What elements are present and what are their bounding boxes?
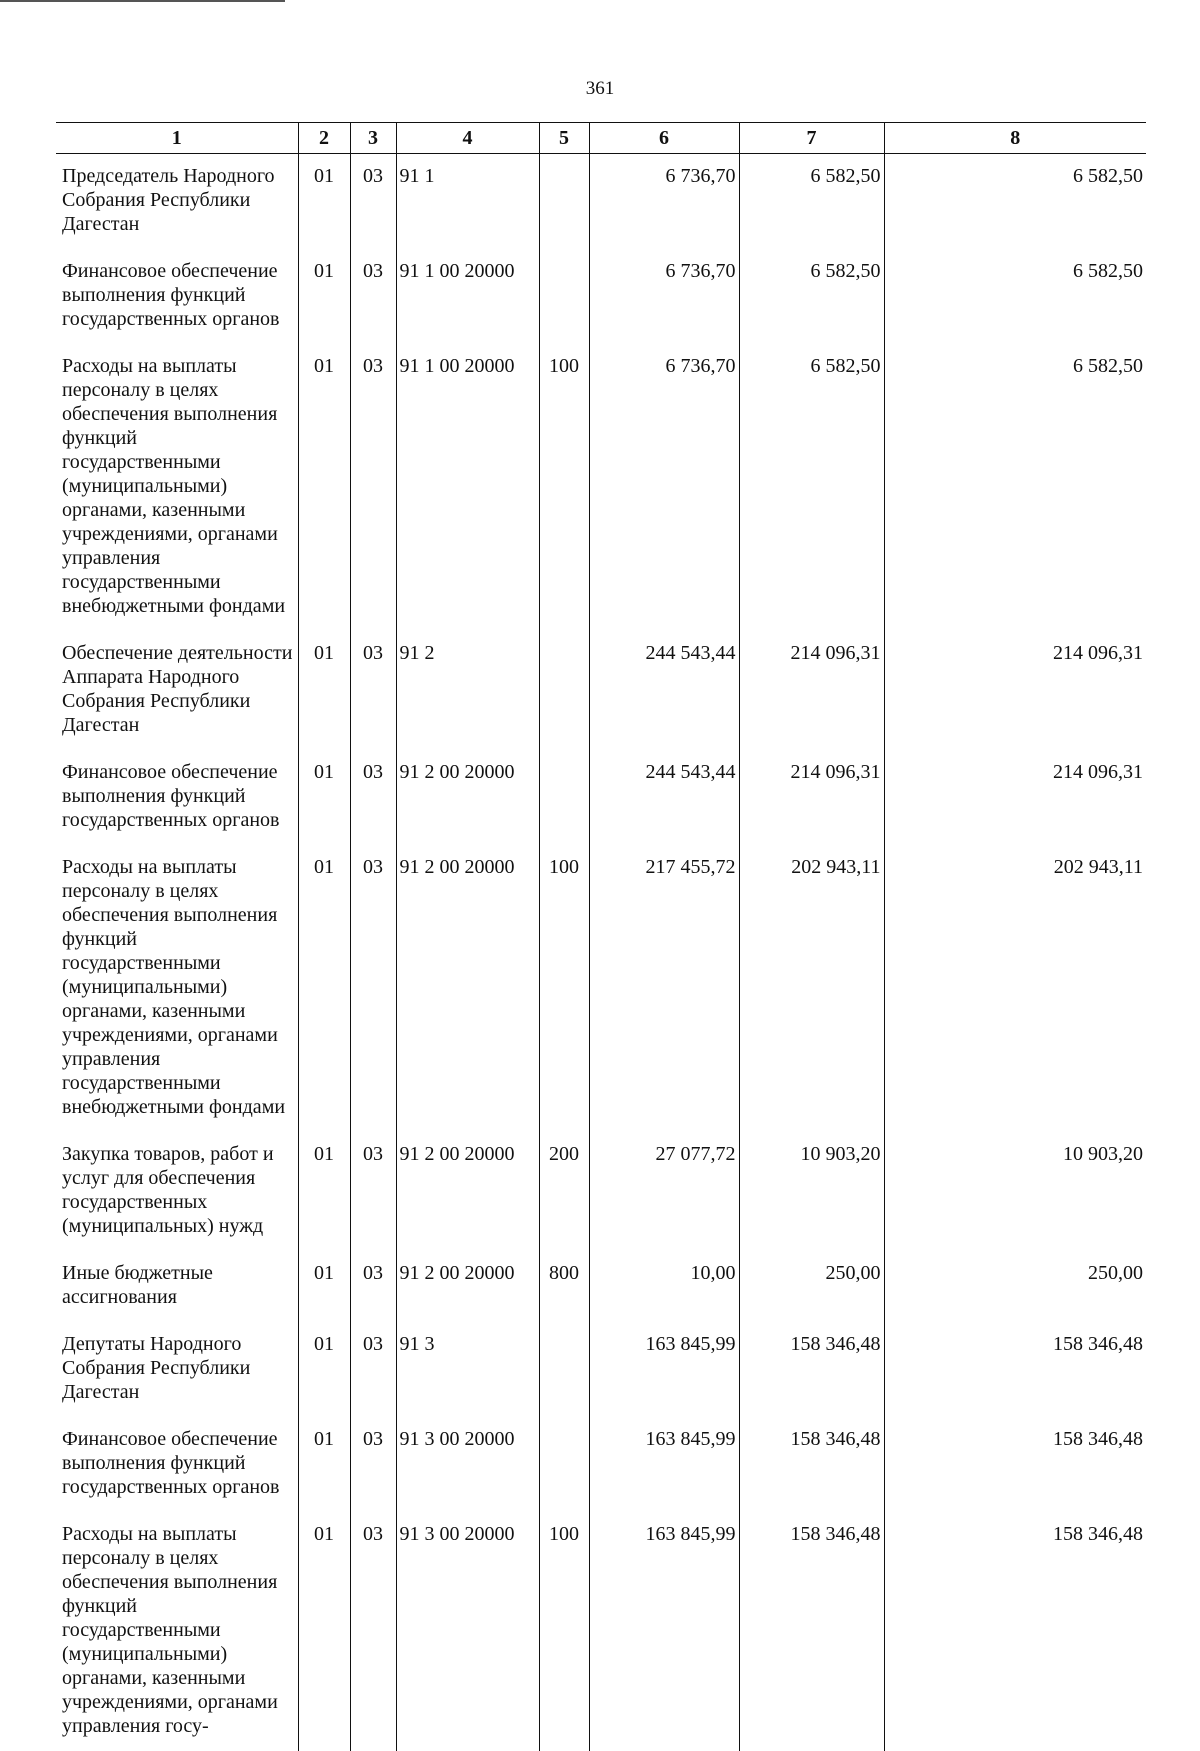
subsection-code-cell: 03 <box>350 845 396 1132</box>
subsection-code-cell: 03 <box>350 249 396 344</box>
subsection-code-cell: 03 <box>350 631 396 750</box>
amount-col7-cell: 6 582,50 <box>739 249 884 344</box>
table-row <box>56 631 1146 750</box>
amount-col6-cell: 163 845,99 <box>589 1417 739 1512</box>
amount-col6-cell: 6 736,70 <box>589 154 739 250</box>
column-header-8: 8 <box>884 123 1146 154</box>
target-article-cell: 91 2 00 20000 <box>396 1132 539 1251</box>
amount-col7-cell: 158 346,48 <box>739 1417 884 1512</box>
section-code-cell: 01 <box>298 1322 350 1417</box>
target-article-cell: 91 2 <box>396 631 539 750</box>
column-header-4: 4 <box>396 123 539 154</box>
target-article-cell: 91 1 00 20000 <box>396 249 539 344</box>
column-header-3: 3 <box>350 123 396 154</box>
expense-type-cell: 100 <box>539 344 589 631</box>
amount-col8-cell: 10 903,20 <box>884 1132 1146 1251</box>
amount-col6-cell: 10,00 <box>589 1251 739 1322</box>
amount-col7-cell: 250,00 <box>739 1251 884 1322</box>
expense-name-cell: Финансовое обеспечение выполнения функций государственных органов <box>56 1417 298 1512</box>
subsection-code-cell: 03 <box>350 1417 396 1512</box>
column-header-7: 7 <box>739 123 884 154</box>
target-article-cell: 91 2 00 20000 <box>396 1251 539 1322</box>
page-number: 361 <box>0 78 1200 100</box>
subsection-code-cell: 03 <box>350 154 396 250</box>
expense-type-cell <box>539 1417 589 1512</box>
expense-type-cell: 200 <box>539 1132 589 1251</box>
table-body <box>56 154 1146 1751</box>
amount-col8-cell: 202 943,11 <box>884 845 1146 1132</box>
expense-name-cell: Председатель Народного Собрания Республики Дагестан <box>56 154 298 250</box>
expense-name-cell: Финансовое обеспечение выполнения функций государственных органов <box>56 750 298 845</box>
amount-col7-cell: 10 903,20 <box>739 1132 884 1251</box>
header-row <box>56 123 1146 154</box>
expense-type-cell: 100 <box>539 845 589 1132</box>
table-row <box>56 1512 1146 1751</box>
subsection-code-cell: 03 <box>350 1132 396 1251</box>
section-code-cell: 01 <box>298 1251 350 1322</box>
amount-col8-cell: 158 346,48 <box>884 1322 1146 1417</box>
expense-type-cell <box>539 154 589 250</box>
subsection-code-cell: 03 <box>350 1512 396 1751</box>
amount-col6-cell: 244 543,44 <box>589 750 739 845</box>
target-article-cell: 91 3 <box>396 1322 539 1417</box>
target-article-cell: 91 1 00 20000 <box>396 344 539 631</box>
amount-col8-cell: 214 096,31 <box>884 750 1146 845</box>
amount-col7-cell: 6 582,50 <box>739 344 884 631</box>
target-article-cell: 91 3 00 20000 <box>396 1417 539 1512</box>
amount-col6-cell: 27 077,72 <box>589 1132 739 1251</box>
amount-col6-cell: 244 543,44 <box>589 631 739 750</box>
section-code-cell: 01 <box>298 1132 350 1251</box>
amount-col6-cell: 217 455,72 <box>589 845 739 1132</box>
table-row <box>56 750 1146 845</box>
section-code-cell: 01 <box>298 750 350 845</box>
section-code-cell: 01 <box>298 154 350 250</box>
table-row <box>56 845 1146 1132</box>
column-header-1: 1 <box>56 123 298 154</box>
expense-name-cell: Обеспечение деятельности Аппарата Народного Собрания Республики Дагестан <box>56 631 298 750</box>
table-row <box>56 154 1146 250</box>
amount-col8-cell: 6 582,50 <box>884 154 1146 250</box>
table-row <box>56 1132 1146 1251</box>
expense-name-cell: Иные бюджетные ассигнования <box>56 1251 298 1322</box>
amount-col6-cell: 163 845,99 <box>589 1512 739 1751</box>
subsection-code-cell: 03 <box>350 1251 396 1322</box>
column-header-5: 5 <box>539 123 589 154</box>
section-code-cell: 01 <box>298 344 350 631</box>
amount-col8-cell: 158 346,48 <box>884 1417 1146 1512</box>
table-row <box>56 344 1146 631</box>
expense-type-cell: 100 <box>539 1512 589 1751</box>
top-rule <box>0 0 285 2</box>
column-header-6: 6 <box>589 123 739 154</box>
table-row <box>56 249 1146 344</box>
amount-col8-cell: 158 346,48 <box>884 1512 1146 1751</box>
section-code-cell: 01 <box>298 1417 350 1512</box>
expense-type-cell <box>539 249 589 344</box>
section-code-cell: 01 <box>298 631 350 750</box>
expense-type-cell <box>539 1322 589 1417</box>
expense-name-cell: Расходы на выплаты персоналу в целях обеспечения выполнения функций государственными (муниципальными) органами, казенными учреждениями, органами управления государственными внебюджетными фондами <box>56 845 298 1132</box>
expense-name-cell: Депутаты Народного Собрания Республики Дагестан <box>56 1322 298 1417</box>
amount-col7-cell: 6 582,50 <box>739 154 884 250</box>
amount-col6-cell: 6 736,70 <box>589 344 739 631</box>
amount-col7-cell: 202 943,11 <box>739 845 884 1132</box>
amount-col8-cell: 214 096,31 <box>884 631 1146 750</box>
amount-col6-cell: 6 736,70 <box>589 249 739 344</box>
section-code-cell: 01 <box>298 249 350 344</box>
section-code-cell: 01 <box>298 1512 350 1751</box>
amount-col6-cell: 163 845,99 <box>589 1322 739 1417</box>
amount-col8-cell: 250,00 <box>884 1251 1146 1322</box>
expense-type-cell <box>539 750 589 845</box>
target-article-cell: 91 1 <box>396 154 539 250</box>
subsection-code-cell: 03 <box>350 1322 396 1417</box>
expense-name-cell: Закупка товаров, работ и услуг для обеспечения государственных (муниципальных) нужд <box>56 1132 298 1251</box>
expense-type-cell: 800 <box>539 1251 589 1322</box>
expense-name-cell: Расходы на выплаты персоналу в целях обеспечения выполнения функций государственными (муниципальными) органами, казенными учреждениями, органами управления государственными внебюджетными фондами <box>56 344 298 631</box>
amount-col7-cell: 214 096,31 <box>739 750 884 845</box>
amount-col7-cell: 158 346,48 <box>739 1512 884 1751</box>
subsection-code-cell: 03 <box>350 750 396 845</box>
table-row <box>56 1251 1146 1322</box>
section-code-cell: 01 <box>298 845 350 1132</box>
table-row <box>56 1417 1146 1512</box>
amount-col8-cell: 6 582,50 <box>884 249 1146 344</box>
expense-type-cell <box>539 631 589 750</box>
expense-name-cell: Финансовое обеспечение выполнения функций государственных органов <box>56 249 298 344</box>
table-row <box>56 1322 1146 1417</box>
column-header-2: 2 <box>298 123 350 154</box>
amount-col7-cell: 158 346,48 <box>739 1322 884 1417</box>
amount-col7-cell: 214 096,31 <box>739 631 884 750</box>
amount-col8-cell: 6 582,50 <box>884 344 1146 631</box>
expense-name-cell: Расходы на выплаты персоналу в целях обеспечения выполнения функций государственными (муниципальными) органами, казенными учреждениями, органами управления госу- <box>56 1512 298 1751</box>
budget-table <box>56 122 1146 1751</box>
target-article-cell: 91 2 00 20000 <box>396 845 539 1132</box>
subsection-code-cell: 03 <box>350 344 396 631</box>
target-article-cell: 91 3 00 20000 <box>396 1512 539 1751</box>
target-article-cell: 91 2 00 20000 <box>396 750 539 845</box>
